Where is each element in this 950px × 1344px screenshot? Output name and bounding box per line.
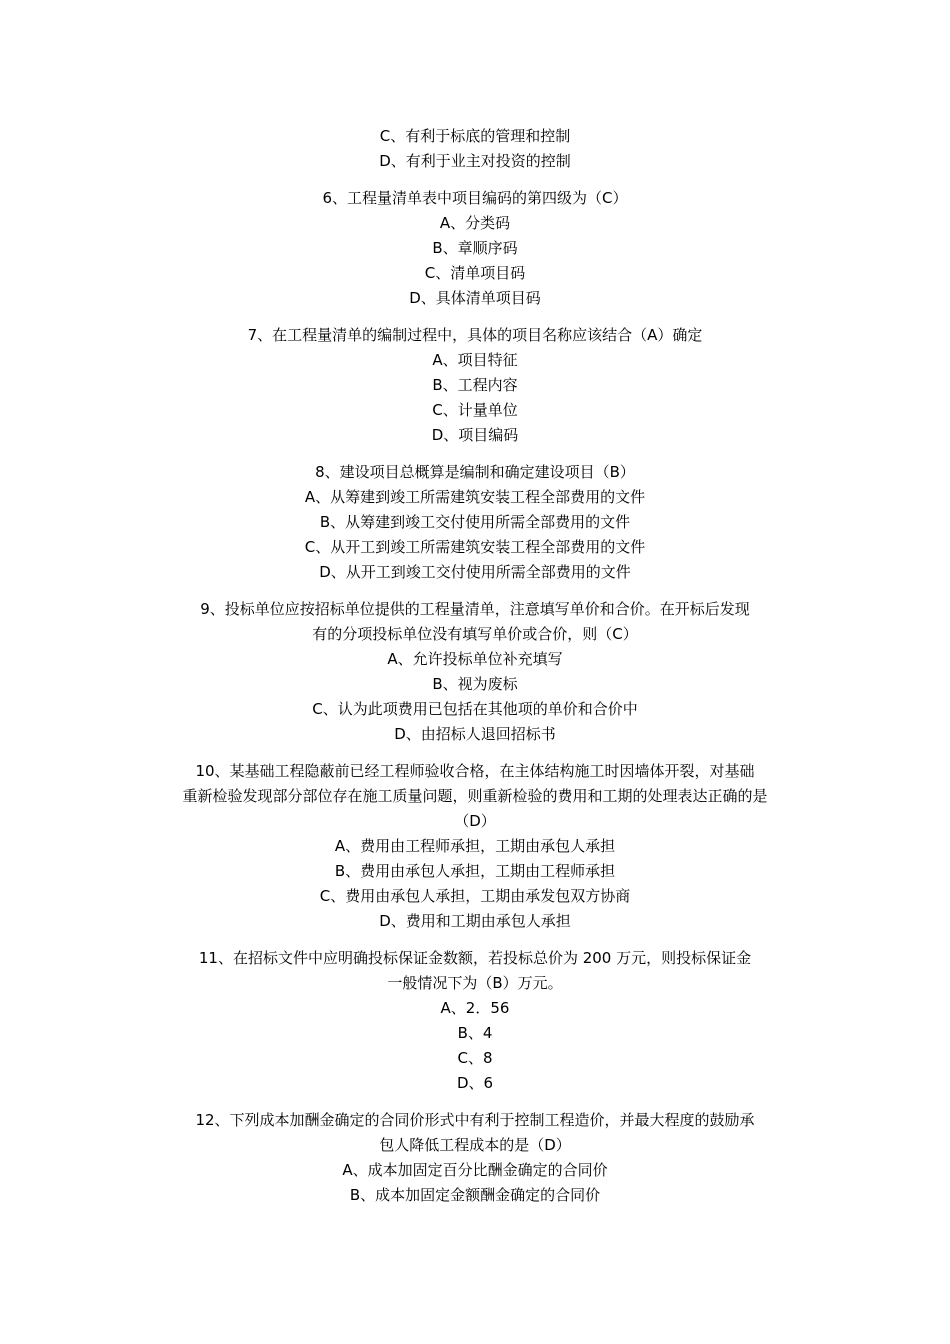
question-stem-line-1: 9、投标单位应按招标单位提供的工程量清单，注意填写单价和合价。在开标后发现 — [200, 600, 750, 618]
question-stem-line-1: 11、在招标文件中应明确投标保证金数额，若投标总价为 200 万元，则投标保证金 — [198, 949, 752, 967]
question-stem-line-2: 包人降低工程成本的是（D） — [379, 1136, 571, 1154]
option-a: A、成本加固定百分比酬金确定的合同价 — [342, 1161, 608, 1179]
option-d: D、项目编码 — [431, 426, 519, 444]
option-a: A、从筹建到竣工所需建筑安装工程全部费用的文件 — [304, 488, 646, 506]
option-c: C、清单项目码 — [424, 264, 526, 282]
option-a: A、2．56 — [440, 999, 510, 1017]
option-c: C、计量单位 — [432, 401, 518, 419]
option-b: B、从筹建到竣工交付使用所需全部费用的文件 — [319, 513, 631, 531]
question-8 — [140, 460, 810, 585]
option-d: D、有利于业主对投资的控制 — [379, 152, 571, 170]
option-c: C、有利于标底的管理和控制 — [379, 127, 571, 145]
option-d: D、费用和工期由承包人承担 — [379, 912, 571, 930]
option-c: C、费用由承包人承担，工期由承发包双方协商 — [319, 887, 631, 905]
question-7 — [140, 323, 810, 448]
option-c: C、认为此项费用已包括在其他项的单价和合价中 — [312, 700, 638, 718]
question-6 — [140, 186, 810, 311]
question-5-tail — [140, 124, 810, 174]
question-stem-line-2: 一般情况下为（B）万元。 — [387, 974, 563, 992]
question-stem-line-1: 10、某基础工程隐蔽前已经工程师验收合格，在主体结构施工时因墙体开裂，对基础 — [195, 762, 755, 780]
option-a: A、允许投标单位补充填写 — [387, 650, 563, 668]
option-b: B、成本加固定金额酬金确定的合同价 — [349, 1186, 601, 1204]
option-a: A、费用由工程师承担，工期由承包人承担 — [334, 837, 616, 855]
question-stem: 7、在工程量清单的编制过程中，具体的项目名称应该结合（A）确定 — [247, 326, 703, 344]
option-b: B、视为废标 — [432, 675, 518, 693]
question-stem-line-1: 12、下列成本加酬金确定的合同价形式中有利于控制工程造价，并最大程度的鼓励承 — [195, 1111, 755, 1129]
question-stem: 6、工程量清单表中项目编码的第四级为（C） — [322, 189, 628, 207]
question-stem-line-2: 有的分项投标单位没有填写单价或合价，则（C） — [312, 625, 638, 643]
document-page — [140, 124, 810, 1208]
option-c: C、8 — [457, 1049, 493, 1067]
question-stem-line-3: （D） — [454, 812, 496, 830]
question-10 — [140, 759, 810, 934]
option-b: B、费用由承包人承担，工期由工程师承担 — [334, 862, 616, 880]
option-a: A、项目特征 — [432, 351, 518, 369]
question-12 — [140, 1108, 810, 1208]
option-b: B、4 — [457, 1024, 493, 1042]
option-d: D、由招标人退回招标书 — [394, 725, 556, 743]
option-d: D、6 — [456, 1074, 494, 1092]
option-a: A、分类码 — [439, 214, 511, 232]
question-stem-line-2: 重新检验发现部分部位存在施工质量问题，则重新检验的费用和工期的处理表达正确的是 — [182, 787, 768, 805]
question-11 — [140, 946, 810, 1096]
option-b: B、章顺序码 — [432, 239, 518, 257]
option-d: D、具体清单项目码 — [409, 289, 541, 307]
question-stem: 8、建设项目总概算是编制和确定建设项目（B） — [315, 463, 635, 481]
option-b: B、工程内容 — [432, 376, 518, 394]
option-d: D、从开工到竣工交付使用所需全部费用的文件 — [319, 563, 631, 581]
option-c: C、从开工到竣工所需建筑安装工程全部费用的文件 — [304, 538, 646, 556]
question-9 — [140, 597, 810, 747]
